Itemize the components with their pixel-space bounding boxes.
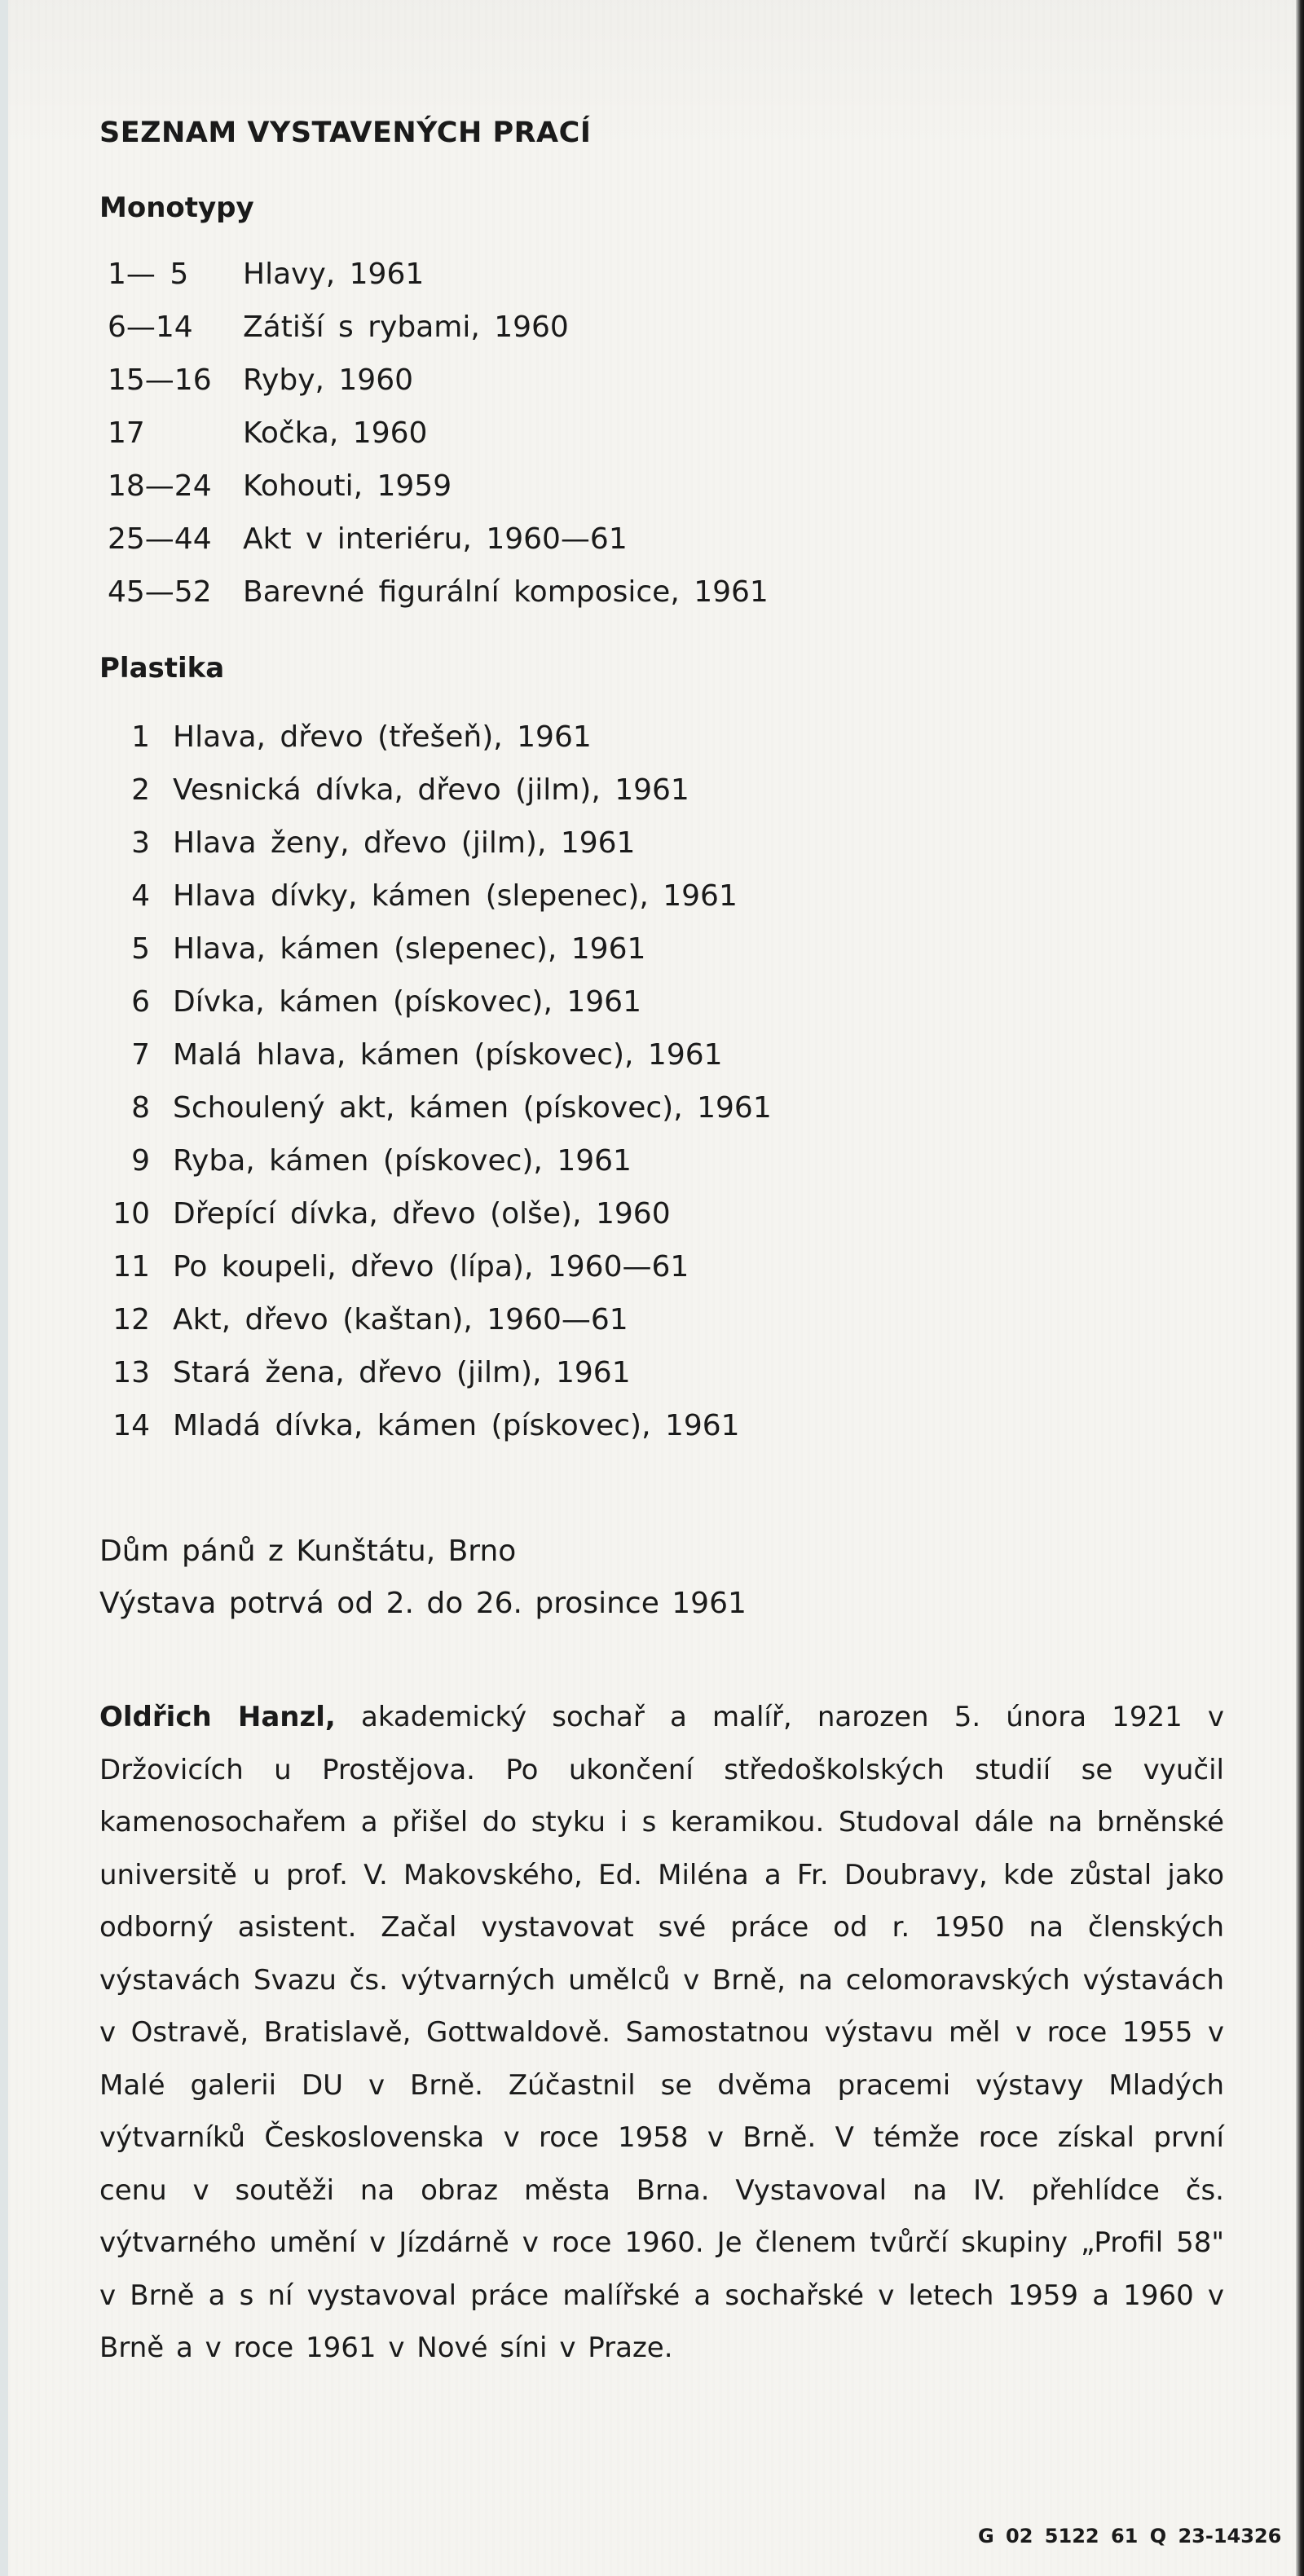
page-title: SEZNAM VYSTAVENÝCH PRACÍ: [99, 117, 592, 149]
list-item: [99, 1346, 772, 1399]
print-imprint-code: G 02 5122 61 Q 23-14326: [978, 2525, 1282, 2547]
item-number: 5: [131, 932, 150, 966]
item-text: Hlavy, 1961: [243, 258, 425, 291]
list-item: [99, 1293, 772, 1346]
biography-text: akademický sochař a malíř, narozen 5. února 1921 v Držovicích u Prostějova. Po ukončení středoškolských studií se vyučil kamenosochařem a přišel do styku i s keramikou. Studoval dále na brněnské universitě u prof. V. Makovského, Ed. Miléna a Fr. Doubravy, kde zůstal jako odborný asistent. Začal vystavovat své práce od r. 1950 na členských výstavách Svazu čs. výtvarných umělců v Brně, na celomoravských výstavách v Ostravě, Bratislavě, Gottwaldově. Samostatnou výstavu měl v roce 1955 v Malé galerii DU v Brně. Zúčastnil se dvěma pracemi výstavy Mladých výtvarníků Československa v roce 1958 v Brně. V témže roce získal první cenu v soutěži na obraz města Brna. Vystavoval na IV. přehlídce čs. výtvarného umění v Jízdárně v roce 1960. Je členem tvůrčí skupiny „Profil 58" v Brně a s ní vystavoval práce malířské a sochařské v letech 1959 a 1960 v Brně a v roce 1961 v Nové síni v Praze.: [99, 1701, 1224, 2364]
item-number: 2: [131, 773, 150, 807]
list-item: [99, 354, 769, 407]
item-number: 6: [131, 985, 150, 1019]
item-number: 8: [131, 1091, 150, 1125]
list-item: [99, 513, 769, 566]
item-number: 1— 5: [108, 258, 189, 291]
list-item: [99, 1134, 772, 1187]
artist-biography: [99, 1691, 1224, 2375]
item-number: 10: [112, 1197, 150, 1231]
item-number: 18—24: [108, 469, 212, 503]
list-item: [99, 407, 769, 460]
item-number: 17: [108, 416, 145, 450]
venue-place: Dům pánů z Kunštátu, Brno: [99, 1535, 517, 1568]
item-number: 4: [131, 879, 150, 913]
plastika-list: [99, 711, 772, 1452]
list-item: [99, 870, 772, 923]
venue-block: [99, 1526, 747, 1630]
list-item: [99, 1081, 772, 1134]
list-item: [99, 1028, 772, 1081]
item-number: 15—16: [108, 363, 212, 397]
list-item: [99, 460, 769, 513]
item-number: 3: [131, 826, 150, 860]
item-text: Dívka, kámen (pískovec), 1961: [173, 985, 641, 1019]
item-text: Malá hlava, kámen (pískovec), 1961: [173, 1038, 723, 1072]
item-number: 7: [131, 1038, 150, 1072]
list-item: [99, 1240, 772, 1293]
item-text: Hlava, dřevo (třešeň), 1961: [173, 720, 592, 754]
item-number: 6—14: [108, 310, 193, 344]
item-text: Zátiší s rybami, 1960: [243, 310, 569, 344]
list-item: [99, 301, 769, 354]
item-text: Mladá dívka, kámen (pískovec), 1961: [173, 1409, 740, 1442]
item-text: Kohouti, 1959: [243, 469, 452, 503]
list-item: [99, 711, 772, 764]
item-text: Vesnická dívka, dřevo (jilm), 1961: [173, 773, 689, 807]
item-number: 13: [112, 1356, 150, 1389]
monotypy-list: [99, 248, 769, 619]
section-heading-monotypy: Monotypy: [99, 192, 254, 224]
item-text: Barevné figurální komposice, 1961: [243, 575, 769, 609]
item-number: 12: [112, 1303, 150, 1336]
item-text: Dřepící dívka, dřevo (olše), 1960: [173, 1197, 671, 1231]
venue-dates: Výstava potrvá od 2. do 26. prosince 1961: [99, 1587, 747, 1620]
list-item: [99, 975, 772, 1028]
item-text: Hlava dívky, kámen (slepenec), 1961: [173, 879, 738, 913]
item-text: Stará žena, dřevo (jilm), 1961: [173, 1356, 631, 1389]
list-item: [99, 566, 769, 619]
item-text: Hlava, kámen (slepenec), 1961: [173, 932, 646, 966]
list-item: [99, 248, 769, 301]
list-item: [99, 817, 772, 870]
artist-name: Oldřich Hanzl,: [99, 1701, 336, 1733]
item-text: Po koupeli, dřevo (lípa), 1960—61: [173, 1250, 689, 1284]
page-edge-shadow: [1296, 0, 1304, 2576]
list-item: [99, 1399, 772, 1452]
item-text: Kočka, 1960: [243, 416, 428, 450]
item-number: 45—52: [108, 575, 212, 609]
item-number: 1: [131, 720, 150, 754]
item-text: Schoulený akt, kámen (pískovec), 1961: [173, 1091, 772, 1125]
item-text: Akt v interiéru, 1960—61: [243, 522, 628, 556]
item-number: 25—44: [108, 522, 212, 556]
list-item: [99, 1187, 772, 1240]
item-text: Hlava ženy, dřevo (jilm), 1961: [173, 826, 636, 860]
item-number: 9: [131, 1144, 150, 1178]
list-item: [99, 764, 772, 817]
list-item: [99, 923, 772, 975]
item-text: Akt, dřevo (kaštan), 1960—61: [173, 1303, 628, 1336]
item-number: 11: [112, 1250, 150, 1284]
item-text: Ryby, 1960: [243, 363, 414, 397]
item-number: 14: [112, 1409, 150, 1442]
item-text: Ryba, kámen (pískovec), 1961: [173, 1144, 632, 1178]
section-heading-plastika: Plastika: [99, 652, 225, 685]
